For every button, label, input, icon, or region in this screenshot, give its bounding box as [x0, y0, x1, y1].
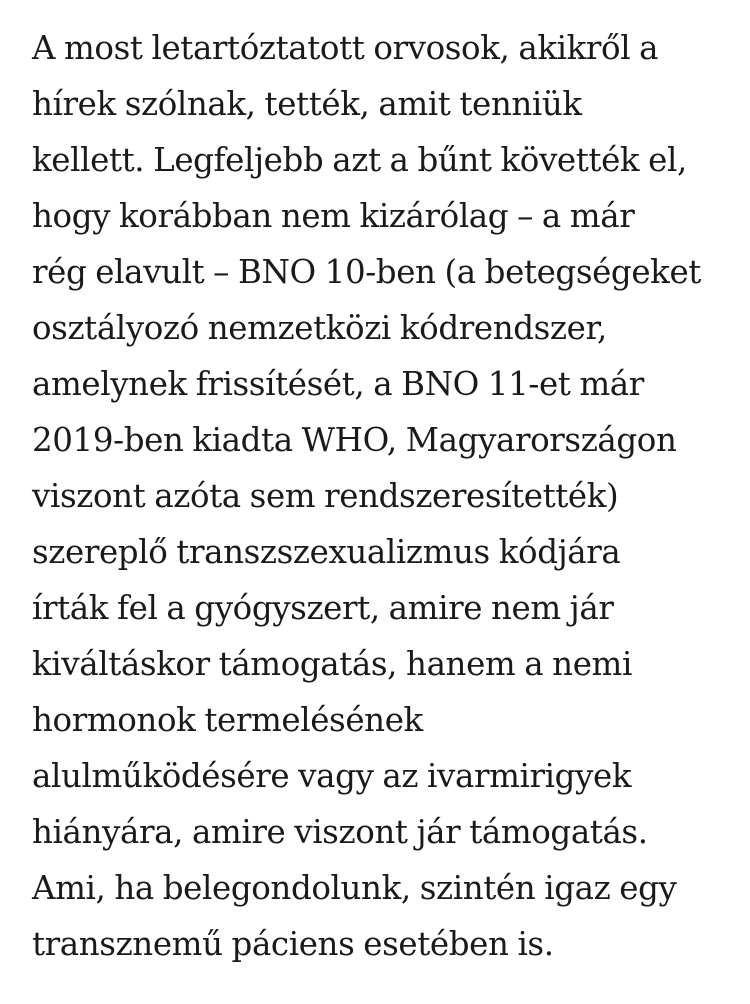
- paragraph-line: A most letartóztatott orvosok, akikről a: [32, 29, 659, 67]
- paragraph-line: alulműködésére vagy az ivarmirigyek: [32, 757, 632, 795]
- paragraph-line: Ami, ha belegondolunk, szintén igaz egy: [32, 869, 677, 907]
- paragraph-line: transznemű páciens esetében is.: [32, 925, 554, 963]
- paragraph-line: hiányára, amire viszont jár támogatás.: [32, 813, 648, 851]
- paragraph-line: osztályozó nemzetközi kódrendszer,: [32, 309, 607, 347]
- article-paragraph: [32, 20, 732, 972]
- paragraph-line: szereplő transzszexualizmus kódjára: [32, 533, 621, 571]
- paragraph-line: rég elavult – BNO 10-ben (a betegségeket: [32, 253, 701, 291]
- paragraph-line: viszont azóta sem rendszeresítették): [32, 477, 619, 515]
- paragraph-line: 2019-ben kiadta WHO, Magyarországon: [32, 421, 677, 459]
- paragraph-line: hogy korábban nem kizárólag – a már: [32, 197, 635, 235]
- paragraph-line: kiváltáskor támogatás, hanem a nemi: [32, 645, 632, 683]
- paragraph-line: hírek szólnak, tették, amit tenniük: [32, 85, 582, 123]
- paragraph-line: kellett. Legfeljebb azt a bűnt követték el,: [32, 141, 687, 179]
- paragraph-line: hormonok termelésének: [32, 701, 423, 739]
- paragraph-line: amelynek frissítését, a BNO 11-et már: [32, 365, 644, 403]
- paragraph-line: írták fel a gyógyszert, amire nem jár: [32, 589, 614, 627]
